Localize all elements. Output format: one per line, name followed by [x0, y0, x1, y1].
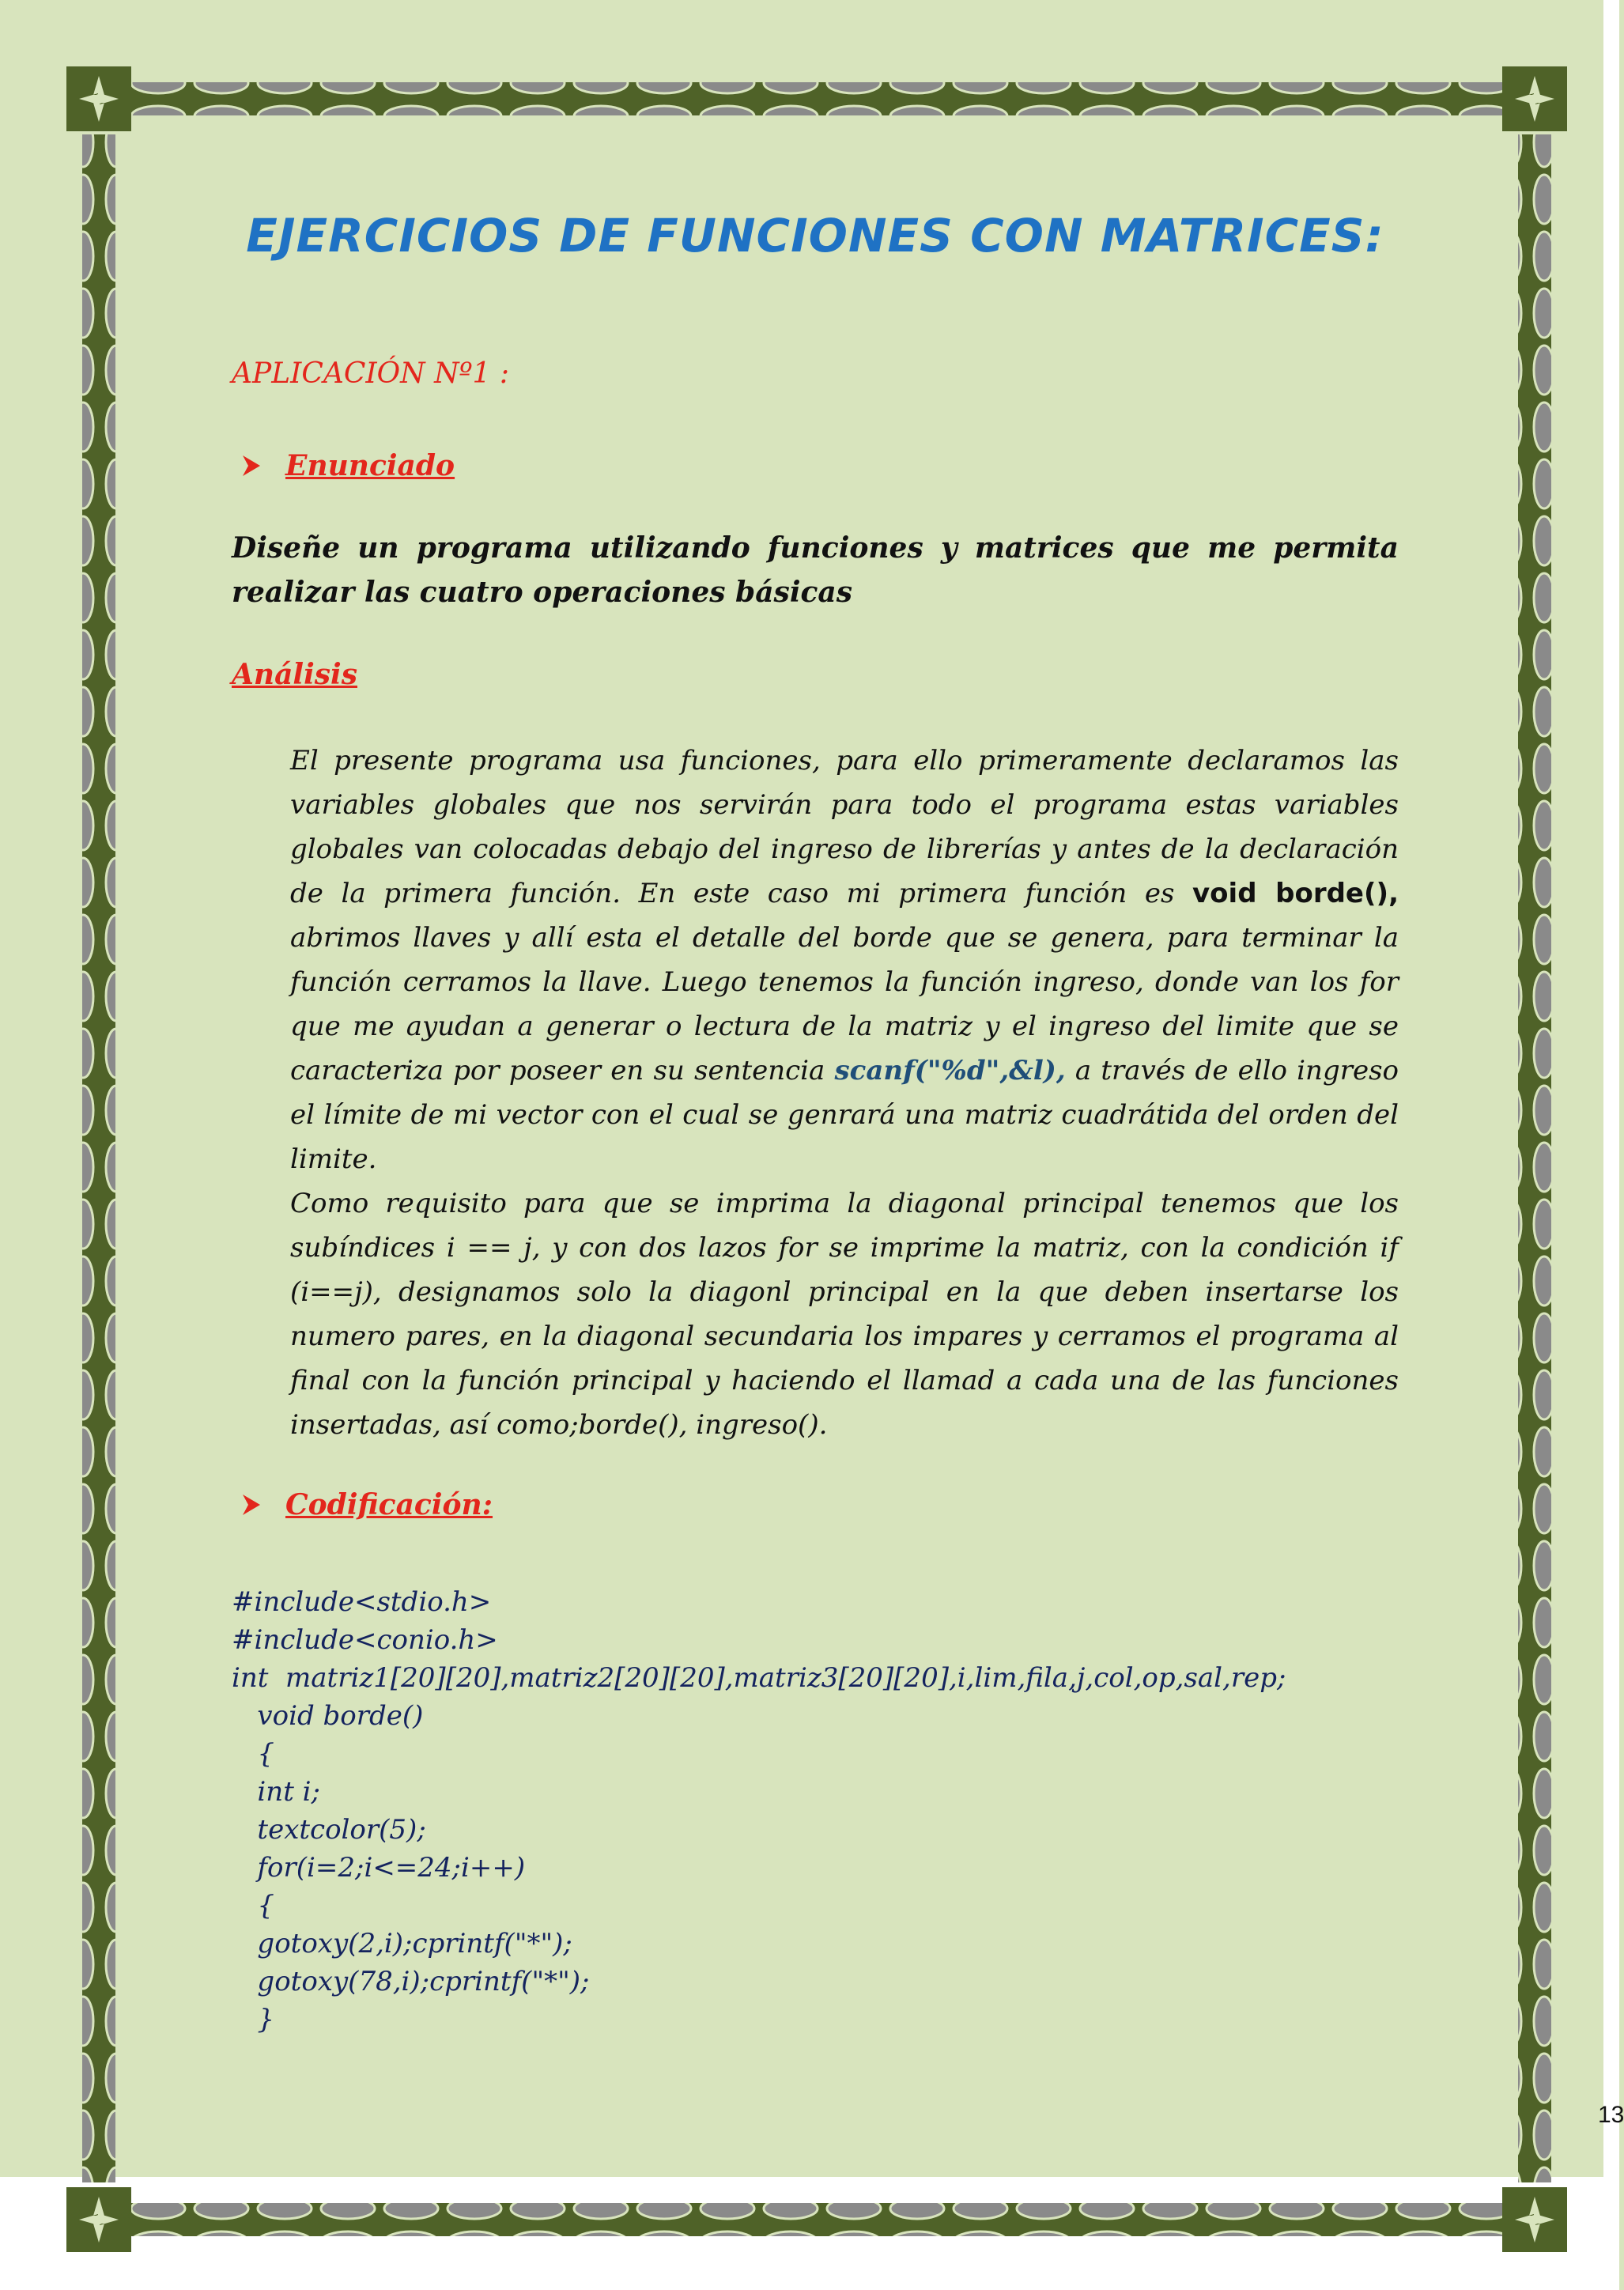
analysis-paragraph-2: Como requisito para que se imprima la diagonal principal tenemos que los subíndices i == j, y con dos lazos for se imprime la matriz, con la condición if (i==j), designamos solo la diagonl principal en la que deben insertarse los numero pares, en la diagonal secundaria los impares y cerramos el programa al final con la función principal y haciendo el llamad a cada una de las funciones insertadas, así como;borde(), ingreso().	[290, 1188, 1399, 1441]
analysis-text	[290, 739, 1399, 1447]
codificacion-bullet	[241, 1488, 493, 1521]
code-line: textcolor(5);	[232, 1814, 426, 1846]
analysis-text-part3: a través de ello ingreso el límite de mi vector con el cual se genrará una matriz cuadrátida del orden del limite.	[290, 1055, 1399, 1175]
analysis-text-part1: El presente programa usa funciones, para ello primeramente declaramos las variables globales que nos servirán para todo el programa estas variables globales van colocadas debajo del ingreso de librerías y antes de la declaración de la primera función. En este caso mi primera función es	[290, 745, 1399, 909]
analysis-text-part2: abrimos llaves y allí esta el detalle del borde que se genera, para terminar la función cerramos la llave. Luego tenemos la función ingreso, donde van los for que me ayudan a generar o lectura de la matriz y el ingreso del limite que se caracteriza por poseer en su sentencia	[290, 922, 1399, 1086]
code-line: for(i=2;i<=24;i++)	[232, 1852, 526, 1884]
code-line: gotoxy(2,i);cprintf("*");	[232, 1928, 572, 1959]
analysis-inline-function: void borde(),	[1192, 878, 1399, 909]
analysis-inline-code: scanf("%d",&l),	[834, 1055, 1066, 1086]
code-line: void borde()	[232, 1700, 424, 1732]
code-line: {	[232, 1890, 275, 1922]
arrow-bullet-icon	[241, 454, 262, 478]
corner-ornament-top-left	[66, 66, 131, 131]
code-line: #include<conio.h>	[232, 1624, 498, 1656]
code-line: int matriz1[20][20],matriz2[20][20],matriz3[20][20],i,lim,fila,j,col,op,sal,rep;	[232, 1662, 1286, 1694]
right-margin-strip	[1603, 0, 1619, 2290]
codificacion-heading: Codificación:	[285, 1488, 493, 1521]
arrow-bullet-icon	[241, 1493, 262, 1517]
problem-statement: Diseñe un programa utilizando funciones y matrices que me permita realizar las cuatro operaciones básicas	[232, 531, 1399, 609]
application-label: APLICACIÓN Nº1 :	[232, 357, 510, 390]
code-line: }	[232, 2004, 275, 2035]
code-line: int i;	[232, 1776, 320, 1808]
enunciado-heading: Enunciado	[285, 449, 455, 482]
code-listing	[232, 1583, 1286, 2039]
analisis-heading: Análisis	[232, 658, 357, 691]
code-line: gotoxy(78,i);cprintf("*");	[232, 1966, 590, 1997]
code-line: {	[232, 1738, 275, 1770]
enunciado-bullet	[241, 449, 455, 482]
page-number: 13	[1598, 2102, 1624, 2128]
code-line: #include<stdio.h>	[232, 1586, 492, 1618]
corner-ornament-top-right	[1502, 66, 1567, 131]
bottom-margin-strip	[0, 2177, 1619, 2290]
page-title: EJERCICIOS DE FUNCIONES CON MATRICES:	[246, 209, 1384, 263]
